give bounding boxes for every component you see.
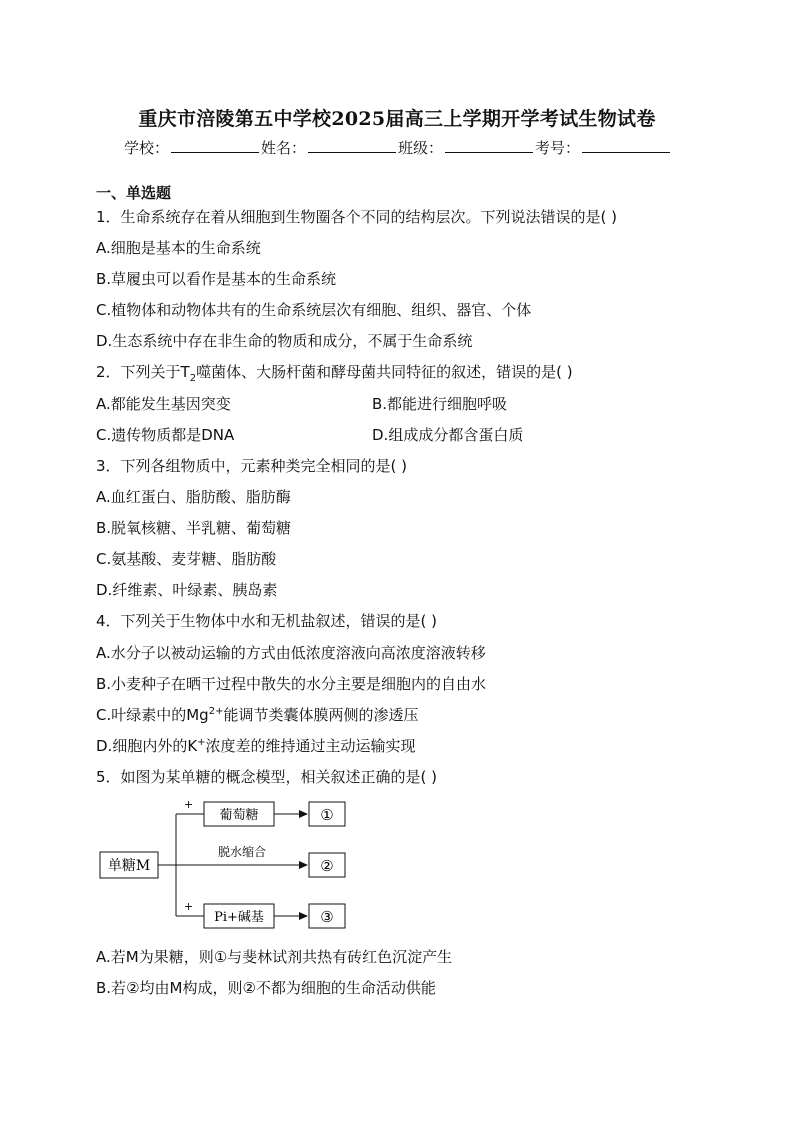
q5-b-mark1: ② (126, 979, 140, 997)
q3-option-a: A.血红蛋白、脂肪酸、脂肪酶 (96, 488, 291, 506)
q5-b-post: 不都为细胞的生命活动供能 (255, 979, 436, 997)
plus-bottom: + (184, 900, 194, 913)
glucose-label: 葡萄糖 (219, 808, 259, 823)
result-1-label: ① (320, 806, 334, 824)
q4-c-post: 能调节类囊体膜两侧的渗透压 (223, 706, 419, 724)
section-heading: 一、单选题 (96, 184, 172, 202)
q4-d-pre: D.细胞内外的K (96, 737, 198, 755)
q5-option-b (96, 977, 436, 998)
q3-option-c: C.氨基酸、麦芽糖、脂肪酸 (96, 550, 277, 568)
q2-option-a: A.都能发生基因突变 (96, 395, 231, 413)
student-info-row (124, 137, 672, 158)
q4-option-a: A.水分子以被动运输的方式由低浓度溶液向高浓度溶液转移 (96, 644, 486, 662)
q1-option-b: B.草履虫可以看作是基本的生命系统 (96, 270, 337, 288)
number-label: 考号： (535, 139, 581, 157)
class-label: 班级： (398, 139, 444, 157)
q4-c-sup: 2+ (208, 706, 224, 717)
q1-stem: 1．生命系统存在着从细胞到生物圈各个不同的结构层次。下列说法错误的是( ) (96, 208, 618, 226)
q4-d-post: 浓度差的维持通过主动运输实现 (205, 737, 416, 755)
q3-option-b: B.脱氧核糖、半乳糖、葡萄糖 (96, 519, 292, 537)
q5-b-pre: B.若 (96, 979, 127, 997)
q1-option-a: A.细胞是基本的生命系统 (96, 239, 261, 257)
q4-c-pre: C.叶绿素中的Mg (96, 706, 209, 724)
q2-stem-sub: 2 (189, 373, 197, 384)
q2-stem (96, 361, 573, 384)
q2-option-b: B.都能进行细胞呼吸 (372, 395, 508, 413)
q5-option-a (96, 946, 452, 967)
middle-arrowhead (299, 861, 308, 869)
page-title: 重庆市涪陵第五中学校2025届高三上学期开学考试生物试卷 (138, 108, 656, 130)
q1-option-c: C.植物体和动物体共有的生命系统层次有细胞、组织、器官、个体 (96, 301, 532, 319)
q5-b-mark2: ② (242, 979, 256, 997)
q2-option-c: C.遗传物质都是DNA (96, 426, 235, 444)
name-blank (308, 138, 396, 153)
q5-a-pre: A.若M为果糖，则 (96, 948, 214, 966)
pi-base-label: Pi+碱基 (214, 910, 264, 925)
q4-option-c (96, 704, 418, 725)
name-label: 姓名： (261, 139, 307, 157)
q3-stem: 3．下列各组物质中，元素种类完全相同的是( ) (96, 457, 408, 475)
q4-option-d (96, 735, 416, 756)
q4-option-b: B.小麦种子在晒干过程中散失的水分主要是细胞内的自由水 (96, 675, 487, 693)
result-2-label: ② (320, 857, 334, 875)
q1-option-d: D.生态系统中存在非生命的物质和成分，不属于生命系统 (96, 332, 473, 350)
top-arrowhead (299, 810, 308, 818)
school-label: 学校： (124, 139, 170, 157)
q4-d-sup: + (197, 737, 206, 748)
q2-stem-pre: 2．下列关于T (96, 363, 190, 381)
q2-option-d: D.组成成分都含蛋白质 (372, 426, 524, 444)
school-blank (171, 138, 259, 153)
class-blank (445, 138, 533, 153)
monosaccharide-concept-diagram (98, 796, 358, 932)
q5-b-mid: 均由M构成，则 (139, 979, 243, 997)
bottom-arrowhead (299, 912, 308, 920)
q5-stem: 5．如图为某单糖的概念模型，相关叙述正确的是( ) (96, 768, 438, 786)
q2-stem-post: 噬菌体、大肠杆菌和酵母菌共同特征的叙述，错误的是( ) (196, 363, 573, 381)
plus-top: + (184, 798, 194, 811)
q4-stem: 4．下列关于生物体中水和无机盐叙述，错误的是( ) (96, 612, 438, 630)
number-blank (582, 138, 670, 153)
result-3-label: ③ (320, 908, 334, 926)
middle-label: 脱水缩合 (217, 845, 267, 859)
q3-option-d: D.纤维素、叶绿素、胰岛素 (96, 581, 278, 599)
source-label: 单糖M (107, 858, 151, 874)
q5-a-post: 与斐林试剂共热有砖红色沉淀产生 (227, 948, 453, 966)
q5-a-mark: ① (213, 948, 228, 966)
